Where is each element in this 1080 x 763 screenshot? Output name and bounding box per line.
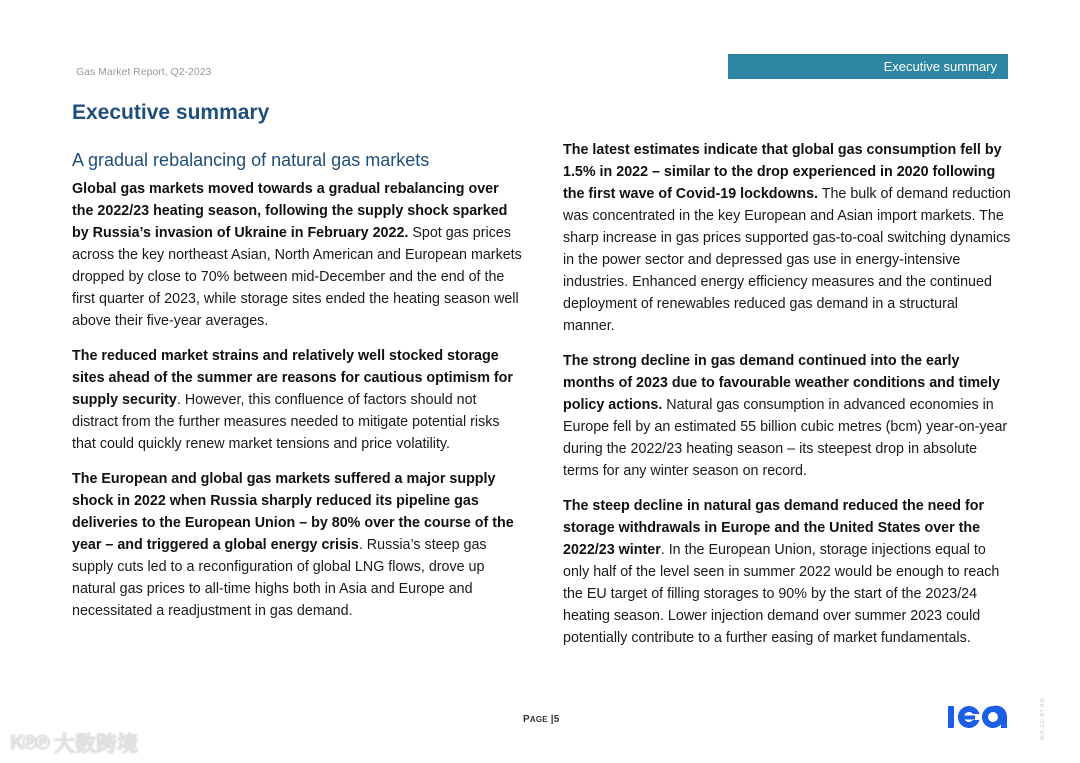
paragraph: [563, 139, 1013, 337]
paragraph-body: . However, this confluence of factors should not distract from the further measures needed to mitigate potential risks that could quickly renew market tensions and price volatility.: [72, 392, 500, 452]
subheading: A gradual rebalancing of natural gas markets: [72, 150, 430, 170]
paragraph-lead: The strong decline in gas demand continued into the early months of 2023 due to favourable weather conditions and timely policy actions.: [563, 353, 1000, 413]
page-label: PAGE: [523, 714, 548, 725]
paragraph-lead: The latest estimates indicate that global gas consumption fell by 1.5% in 2022 – similar to the drop experienced in 2020 following the first wave of Covid-19 lockdowns.: [563, 142, 1002, 202]
watermark: [10, 728, 138, 758]
paragraph-body: . Russia’s steep gas supply cuts led to a reconfiguration of global LNG flows, drove up natural gas prices to all-time highs both in Asia and Europe and necessitated a readjustment in gas demand.: [72, 537, 487, 619]
page-number-value: 5: [553, 714, 560, 725]
watermark-text: 大数跨境: [53, 733, 138, 756]
watermark-logo-icon: K℗℗: [10, 731, 48, 754]
running-head: Gas Market Report, Q2-2023: [76, 66, 212, 78]
logo-e-bar: [963, 716, 975, 720]
paragraph: [563, 495, 1013, 649]
right-column: [563, 139, 1013, 662]
paragraph-body: The bulk of demand reduction was concentrated in the key European and Asian import markets. The sharp increase in gas prices supported gas-to-coal switching dynamics in the power sector and depressed gas use in energy-intensive industries. Enhanced energy efficiency measures and the continued deployment of renewables reduced gas demand in a structural manner.: [563, 186, 1011, 334]
paragraph-body: Spot gas prices across the key northeast Asian, North American and European markets dropped by close to 70% between mid-December and the end of the first quarter of 2023, while storage sites ended the heating season well above their five-year averages.: [72, 225, 522, 329]
paragraph: [72, 468, 522, 622]
paragraph: [72, 345, 522, 455]
page-title: Executive summary: [72, 101, 270, 124]
logo-letter-a: [982, 706, 1007, 728]
paragraph-lead: The steep decline in natural gas demand reduced the need for storage withdrawals in Europe and the United States over the 2022/23 winter: [563, 498, 985, 558]
paragraph-body: Natural gas consumption in advanced economies in Europe fell by an estimated 55 billion cubic metres (bcm) year-on-year during the 2022/23 heating season – its steepest drop in absolute terms for any winter season on record.: [563, 397, 1008, 479]
paragraph: [563, 350, 1013, 482]
license-note: IEA. CC BY 4.0.: [1040, 697, 1046, 740]
paragraph-lead: Global gas markets moved towards a gradual rebalancing over the 2022/23 heating season, following the supply shock sparked by Russia’s invasion of Ukraine in February 2022.: [72, 181, 508, 241]
page-number: [523, 714, 560, 725]
logo-letter-i: [948, 706, 954, 728]
paragraph-body: . In the European Union, storage injections equal to only half of the level seen in summer 2022 would be enough to reach the EU target of filling storages to 90% by the start of the 2023/24 heating season. Lower injection demand over summer 2023 could potentially contribute to a further easing of market fundamentals.: [563, 542, 1000, 646]
paragraph-lead: The European and global gas markets suffered a major supply shock in 2022 when Russia sharply reduced its pipeline gas deliveries to the European Union – by 80% over the course of the year – and triggered a global energy crisis: [72, 471, 514, 553]
left-column: [72, 147, 522, 635]
paragraph-lead: The reduced market strains and relatively well stocked storage sites ahead of the summer are reasons for cautious optimism for supply security: [72, 348, 513, 408]
section-tab: [728, 54, 1008, 79]
paragraph: [72, 178, 522, 332]
section-tab-label: Executive summary: [883, 59, 997, 74]
iea-logo-icon: [946, 700, 1008, 734]
page-separator: |: [550, 714, 554, 725]
